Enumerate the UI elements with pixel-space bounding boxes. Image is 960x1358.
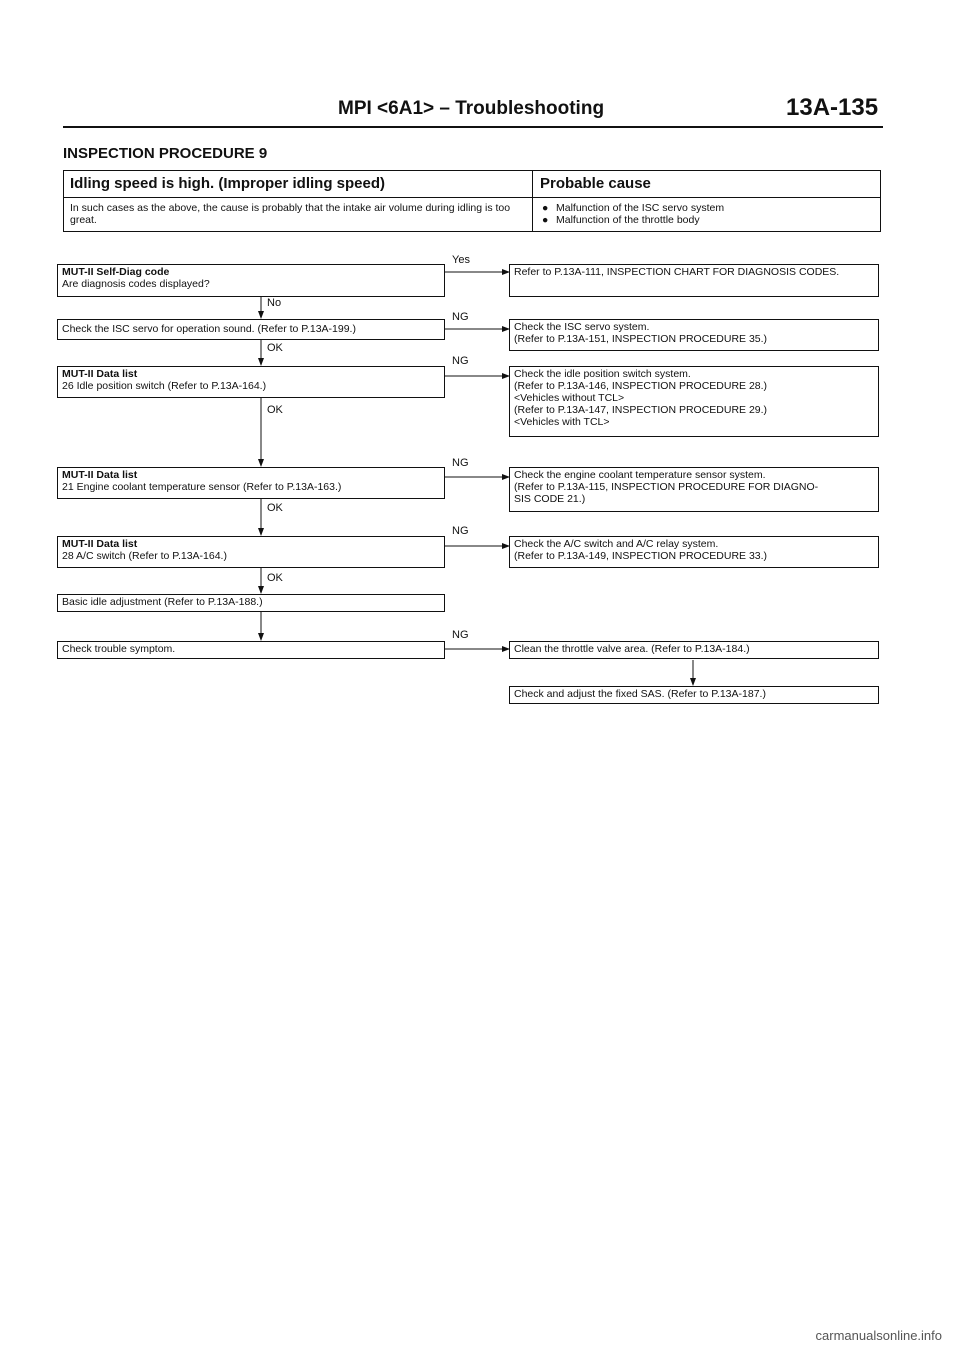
result-idle-position-switch: Check the idle position switch system. (Refer to P.13A-146, INSPECTION PROCEDURE 28.) <Vehicles without TCL> (Refer to P.13A-147, INSPECTION PROCEDURE 29.) <Vehicles with TCL> — [509, 366, 879, 437]
step-self-diag: MUT-II Self-Diag code Are diagnosis codes displayed? — [57, 264, 445, 297]
cause-item: ● Malfunction of the ISC servo system — [542, 202, 725, 214]
bullet-icon: ● — [542, 214, 549, 226]
label-ok: OK — [267, 404, 283, 416]
step-data-list-28: MUT-II Data list 28 A/C switch (Refer to P.13A-164.) — [57, 536, 445, 568]
symptom-heading: Idling speed is high. (Improper idling speed) — [70, 175, 386, 192]
footer-watermark: carmanualsonline.info — [815, 1328, 942, 1343]
label-ok: OK — [267, 502, 283, 514]
step-isc-servo-sound: Check the ISC servo for operation sound. (Refer to P.13A-199.) — [57, 319, 445, 340]
procedure-title: INSPECTION PROCEDURE 9 — [63, 145, 268, 162]
result-isc-servo-system: Check the ISC servo system. (Refer to P.13A-151, INSPECTION PROCEDURE 35.) — [509, 319, 879, 351]
result-diagnosis-chart: Refer to P.13A-111, INSPECTION CHART FOR DIAGNOSIS CODES. — [509, 264, 879, 297]
label-ng: NG — [452, 629, 469, 641]
label-yes: Yes — [452, 254, 470, 266]
label-ng: NG — [452, 457, 469, 469]
page-number: 13A-135 — [786, 94, 879, 121]
symptom-text: In such cases as the above, the cause is probably that the intake air volume during idling is too great. — [70, 202, 511, 226]
label-no: No — [267, 297, 282, 309]
result-clean-throttle-valve: Clean the throttle valve area. (Refer to P.13A-184.) — [509, 641, 879, 659]
bullet-icon: ● — [542, 202, 549, 214]
result-coolant-temp-sensor: Check the engine coolant temperature sensor system. (Refer to P.13A-115, INSPECTION PROCEDURE FOR DIAGNO- SIS CODE 21.) — [509, 467, 879, 512]
step-check-trouble-symptom: Check trouble symptom. — [57, 641, 445, 659]
label-ok: OK — [267, 572, 283, 584]
label-ng: NG — [452, 355, 469, 367]
page-header-title: MPI <6A1> – Troubleshooting — [338, 98, 605, 119]
result-adjust-fixed-sas: Check and adjust the fixed SAS. (Refer to P.13A-187.) — [509, 686, 879, 704]
step-data-list-21: MUT-II Data list 21 Engine coolant temperature sensor (Refer to P.13A-163.) — [57, 467, 445, 499]
cause-item: ● Malfunction of the throttle body — [542, 214, 700, 226]
label-ng: NG — [452, 311, 469, 323]
label-ng: NG — [452, 525, 469, 537]
step-data-list-26: MUT-II Data list 26 Idle position switch (Refer to P.13A-164.) — [57, 366, 445, 398]
cause-heading: Probable cause — [540, 175, 651, 192]
label-ok: OK — [267, 342, 283, 354]
result-ac-switch: Check the A/C switch and A/C relay system. (Refer to P.13A-149, INSPECTION PROCEDURE 33.) — [509, 536, 879, 568]
step-basic-idle-adjustment: Basic idle adjustment (Refer to P.13A-188.) — [57, 594, 445, 612]
